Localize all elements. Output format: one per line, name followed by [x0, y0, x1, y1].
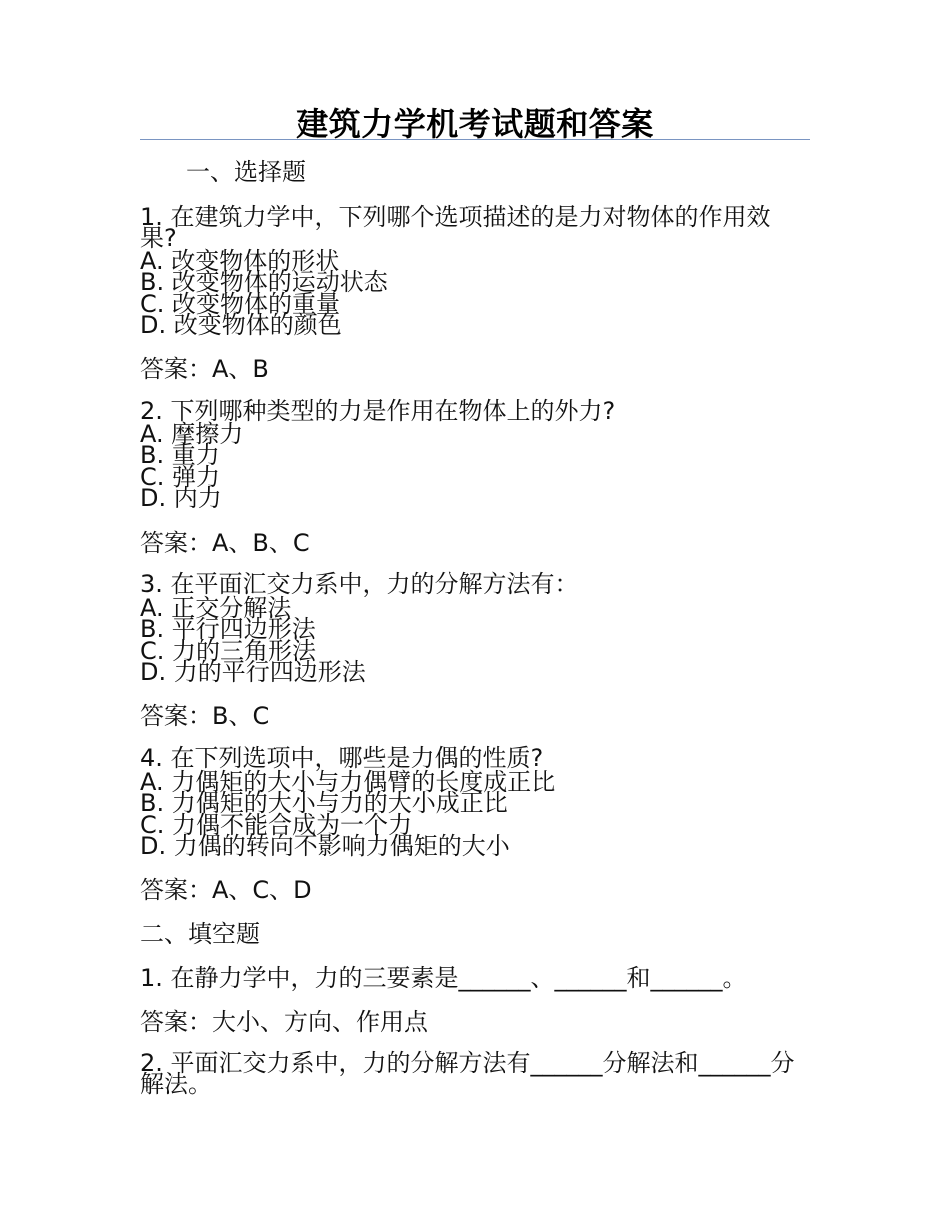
fill-question-1-text: 1. 在静力学中，力的三要素是______、______和______。: [140, 964, 747, 992]
question-1-option-a: A. 改变物体的形状: [140, 247, 340, 275]
question-1-answer: 答案：A、B: [140, 355, 269, 383]
question-3-option-a: A. 正交分解法: [140, 594, 292, 622]
section-heading-fill-in: 二、填空题: [140, 920, 260, 948]
question-2-answer: 答案：A、B、C: [140, 529, 310, 557]
fill-question-2-text: 2. 平面汇交力系中，力的分解方法有______分解法和______分解法。: [140, 1049, 795, 1098]
question-1-option-b: B. 改变物体的运动状态: [140, 268, 388, 296]
section-heading-choice: 一、选择题: [186, 158, 306, 186]
question-2-option-c: C. 弹力: [140, 463, 221, 491]
question-1-text: 1. 在建筑力学中，下列哪个选项描述的是力对物体的作用效果?: [140, 203, 771, 252]
question-1-option-c: C. 改变物体的重量: [140, 290, 341, 318]
question-2-option-b: B. 重力: [140, 441, 220, 469]
question-4-option-d: D. 力偶的转向不影响力偶矩的大小: [140, 832, 510, 860]
question-3-option-b: B. 平行四边形法: [140, 615, 316, 643]
question-4-text: 4. 在下列选项中，哪些是力偶的性质?: [140, 744, 544, 772]
question-3-answer: 答案：B、C: [140, 702, 270, 730]
fill-question-1-answer: 答案：大小、方向、作用点: [140, 1008, 428, 1036]
question-4-option-b: B. 力偶矩的大小与力的大小成正比: [140, 789, 508, 817]
question-2-text: 2. 下列哪种类型的力是作用在物体上的外力?: [140, 397, 616, 425]
document-title: 建筑力学机考试题和答案: [296, 105, 654, 143]
question-2-option-a: A. 摩擦力: [140, 420, 244, 448]
question-4-answer: 答案：A、C、D: [140, 876, 312, 904]
question-3-option-c: C. 力的三角形法: [140, 637, 317, 665]
question-4-option-a: A. 力偶矩的大小与力偶臂的长度成正比: [140, 768, 556, 796]
question-2-option-d: D. 内力: [140, 484, 222, 512]
question-1-option-d: D. 改变物体的颜色: [140, 311, 342, 339]
question-3-option-d: D. 力的平行四边形法: [140, 658, 366, 686]
title-underline: [140, 139, 810, 140]
question-4-option-c: C. 力偶不能合成为一个力: [140, 811, 413, 839]
question-3-text: 3. 在平面汇交力系中，力的分解方法有：: [140, 570, 579, 598]
